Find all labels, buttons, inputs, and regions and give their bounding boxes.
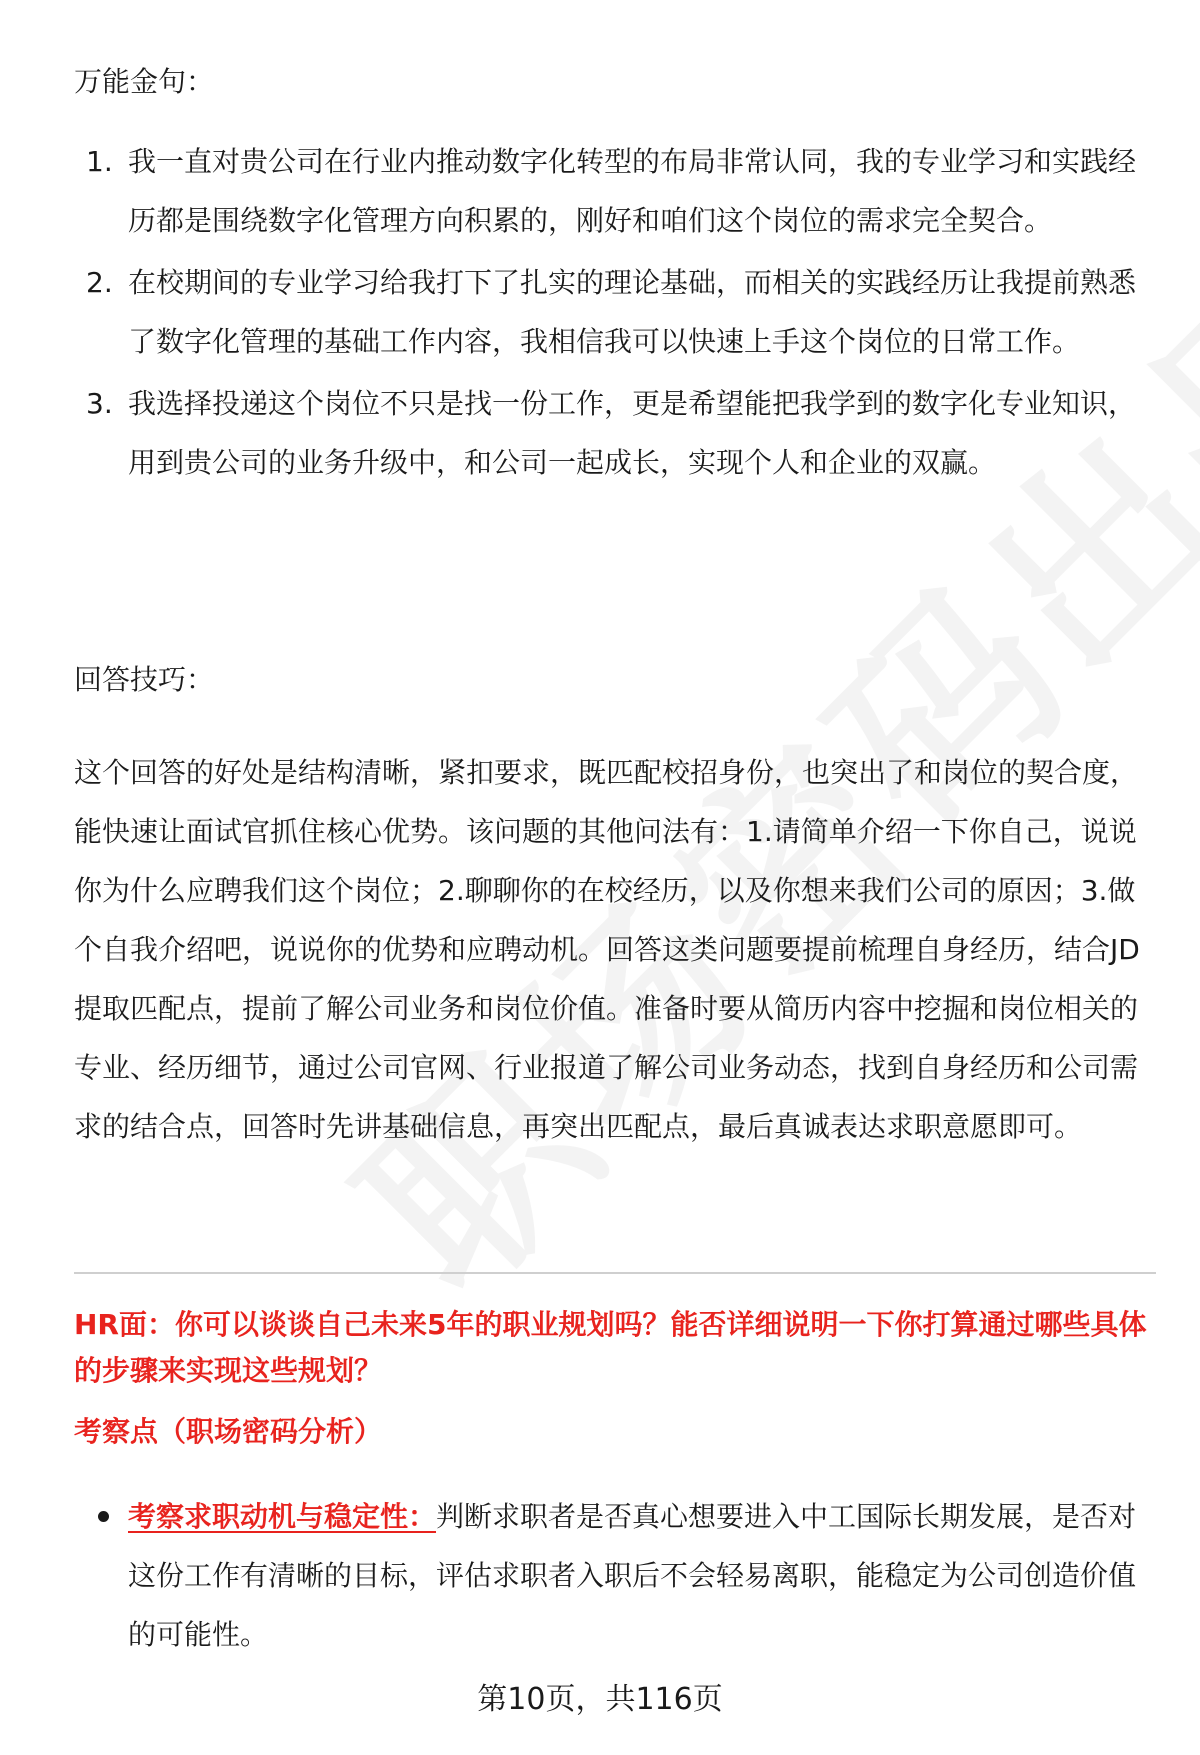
point-keyword: 考察求职动机与稳定性： <box>128 1500 437 1533</box>
formula-list <box>74 132 1154 492</box>
point-title: 考察点（职场密码分析） <box>74 1415 383 1448</box>
list-item <box>74 374 1154 492</box>
list-number: 3. <box>86 387 113 420</box>
list-item <box>74 132 1154 250</box>
point-text: 判断求职者是否真心想要进入中工国际长期发展，是否对这份工作有清晰的目标，评估求职者入职后不会轻易离职，能稳定为公司创造价值的可能性。 <box>128 1500 1137 1651</box>
list-number: 1. <box>86 145 113 178</box>
page-footer: 第10页，共116页 <box>477 1682 723 1717</box>
list-item <box>74 253 1154 371</box>
bullet-icon <box>98 1511 109 1522</box>
tips-paragraph: 这个回答的好处是结构清晰，紧扣要求，既匹配校招身份，也突出了和岗位的契合度，能快速让面试官抓住核心优势。该问题的其他问法有：1.请简单介绍一下你自己，说说你为什么应聘我们这个岗位；2.聊聊你的在校经历，以及你想来我们公司的原因；3.做个自我介绍吧，说说你的优势和应聘动机。回答这类问题要提前梳理自身经历，结合JD提取匹配点，提前了解公司业务和岗位价值。准备时要从简历内容中挖掘和岗位相关的专业、经历细节，通过公司官网、行业报道了解公司业务动态，找到自身经历和公司需求的结合点，回答时先讲基础信息，再突出匹配点，最后真诚表达求职意愿即可。 <box>74 756 1140 1143</box>
list-text: 我一直对贵公司在行业内推动数字化转型的布局非常认同，我的专业学习和实践经历都是围绕数字化管理方向积累的，刚好和咱们这个岗位的需求完全契合。 <box>128 145 1137 237</box>
list-number: 2. <box>86 266 113 299</box>
hr-question: HR面：你可以谈谈自己未来5年的职业规划吗？能否详细说明一下你打算通过哪些具体的步骤来实现这些规划？ <box>74 1308 1147 1387</box>
section-divider <box>74 1272 1156 1274</box>
formula-label: 万能金句： <box>74 65 215 98</box>
tips-label: 回答技巧： <box>74 663 215 696</box>
list-item <box>74 1487 1154 1664</box>
list-text: 我选择投递这个岗位不只是找一份工作，更是希望能把我学到的数字化专业知识，用到贵公司的业务升级中，和公司一起成长，实现个人和企业的双赢。 <box>128 387 1137 479</box>
list-text: 在校期间的专业学习给我打下了扎实的理论基础，而相关的实践经历让我提前熟悉了数字化管理的基础工作内容，我相信我可以快速上手这个岗位的日常工作。 <box>128 266 1137 358</box>
points-list <box>74 1487 1154 1664</box>
